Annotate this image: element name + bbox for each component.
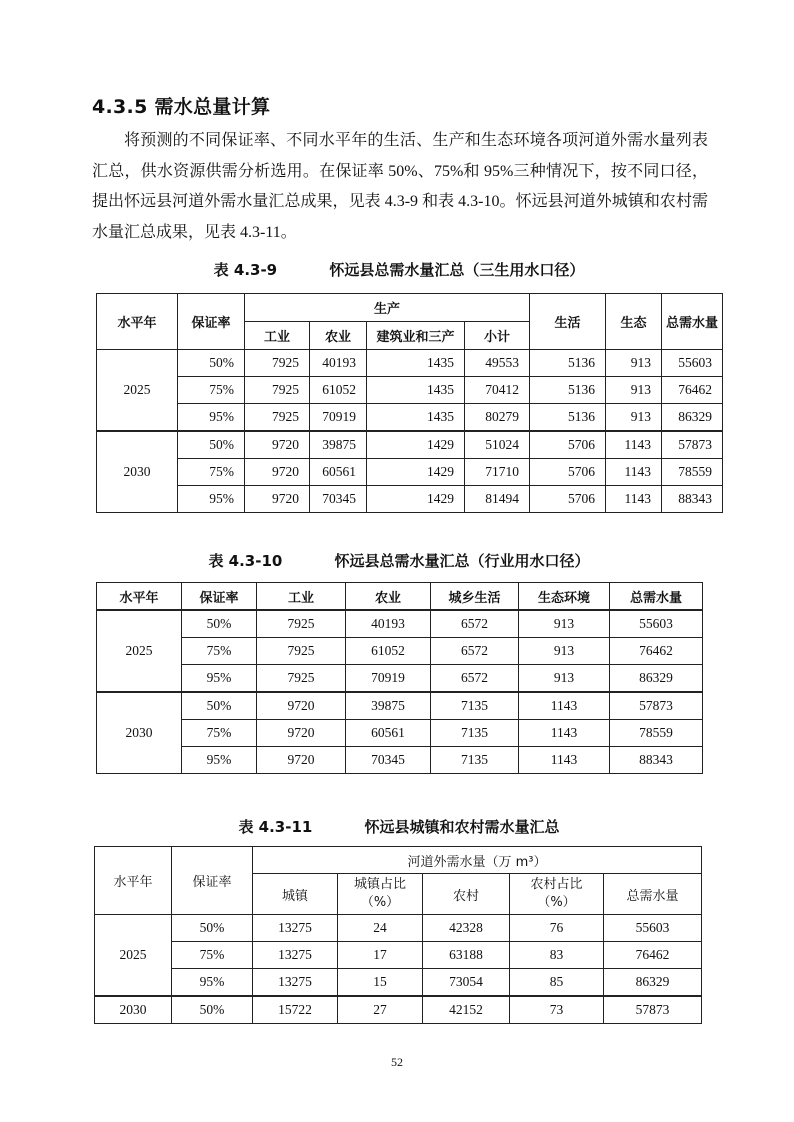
total-cell: 78559 bbox=[662, 459, 723, 486]
agriculture-cell: 60561 bbox=[346, 720, 431, 747]
table-row bbox=[97, 638, 703, 665]
urban-share-cell: 17 bbox=[338, 942, 423, 969]
table-row bbox=[97, 692, 703, 720]
ecology-cell: 913 bbox=[606, 404, 662, 432]
header-total: 总需水量 bbox=[604, 874, 702, 915]
rural-share-cell: 85 bbox=[510, 969, 604, 997]
industry-cell: 7925 bbox=[245, 404, 310, 432]
year-cell: 2030 bbox=[95, 996, 172, 1024]
rate-cell: 95% bbox=[172, 969, 253, 997]
subtotal-cell: 49553 bbox=[465, 350, 530, 377]
header-construction: 建筑业和三产 bbox=[367, 322, 465, 350]
table-row bbox=[97, 377, 723, 404]
table-row bbox=[97, 486, 723, 513]
industry-cell: 9720 bbox=[245, 486, 310, 513]
rate-cell: 50% bbox=[172, 915, 253, 942]
table-row bbox=[97, 665, 703, 693]
living-cell: 6572 bbox=[431, 638, 519, 665]
industry-cell: 9720 bbox=[257, 747, 346, 774]
industry-cell: 7925 bbox=[257, 665, 346, 693]
living-cell: 6572 bbox=[431, 665, 519, 693]
industry-cell: 7925 bbox=[257, 638, 346, 665]
total-cell: 55603 bbox=[662, 350, 723, 377]
urban-share-cell: 24 bbox=[338, 915, 423, 942]
agriculture-cell: 70345 bbox=[346, 747, 431, 774]
industry-cell: 7925 bbox=[257, 610, 346, 638]
total-cell: 55603 bbox=[610, 610, 703, 638]
living-cell: 5706 bbox=[530, 459, 606, 486]
construction-cell: 1435 bbox=[367, 404, 465, 432]
total-cell: 57873 bbox=[662, 431, 723, 459]
header-rate: 保证率 bbox=[172, 847, 253, 915]
construction-cell: 1429 bbox=[367, 486, 465, 513]
urban-cell: 13275 bbox=[253, 969, 338, 997]
agriculture-cell: 70919 bbox=[346, 665, 431, 693]
agriculture-cell: 70345 bbox=[310, 486, 367, 513]
year-cell: 2025 bbox=[97, 350, 178, 432]
table-row bbox=[95, 969, 702, 997]
header-agriculture: 农业 bbox=[310, 322, 367, 350]
total-cell: 57873 bbox=[604, 996, 702, 1024]
rate-cell: 50% bbox=[178, 431, 245, 459]
urban-cell: 13275 bbox=[253, 942, 338, 969]
urban-share-cell: 15 bbox=[338, 969, 423, 997]
total-cell: 76462 bbox=[610, 638, 703, 665]
rate-cell: 50% bbox=[172, 996, 253, 1024]
header-production: 生产 bbox=[245, 294, 530, 322]
ecology-cell: 913 bbox=[519, 665, 610, 693]
header-urban-share-unit: （%） bbox=[360, 895, 400, 910]
agriculture-cell: 60561 bbox=[310, 459, 367, 486]
industry-cell: 7925 bbox=[245, 377, 310, 404]
header-industry: 工业 bbox=[257, 583, 346, 611]
table-caption-4-3-10: 表 4.3-10 怀远县总需水量汇总（行业用水口径） bbox=[208, 552, 590, 570]
agriculture-cell: 40193 bbox=[310, 350, 367, 377]
table-row bbox=[95, 915, 702, 942]
header-subtotal: 小计 bbox=[465, 322, 530, 350]
living-cell: 7135 bbox=[431, 720, 519, 747]
subtotal-cell: 80279 bbox=[465, 404, 530, 432]
construction-cell: 1435 bbox=[367, 377, 465, 404]
header-rural-share-label: 农村占比 bbox=[530, 877, 583, 892]
rate-cell: 50% bbox=[182, 610, 257, 638]
rural-share-cell: 73 bbox=[510, 996, 604, 1024]
total-cell: 88343 bbox=[662, 486, 723, 513]
header-urban: 城镇 bbox=[253, 874, 338, 915]
header-urban-share bbox=[338, 874, 423, 915]
table-4-3-10 bbox=[96, 582, 703, 774]
header-rural-share bbox=[510, 874, 604, 915]
table-caption-4-3-9: 表 4.3-9 怀远县总需水量汇总（三生用水口径） bbox=[213, 261, 585, 279]
total-cell: 86329 bbox=[610, 665, 703, 693]
total-cell: 88343 bbox=[610, 747, 703, 774]
rate-cell: 95% bbox=[182, 665, 257, 693]
living-cell: 7135 bbox=[431, 747, 519, 774]
living-cell: 7135 bbox=[431, 692, 519, 720]
section-heading: 4.3.5 需水总量计算 bbox=[92, 96, 271, 118]
living-cell: 5706 bbox=[530, 431, 606, 459]
header-level: 水平年 bbox=[97, 294, 178, 350]
year-cell: 2030 bbox=[97, 431, 178, 513]
table-row bbox=[97, 720, 703, 747]
ecology-cell: 1143 bbox=[606, 486, 662, 513]
rate-cell: 75% bbox=[182, 720, 257, 747]
header-industry: 工业 bbox=[245, 322, 310, 350]
agriculture-cell: 61052 bbox=[310, 377, 367, 404]
rate-cell: 95% bbox=[178, 404, 245, 432]
header-living: 生活 bbox=[530, 294, 606, 350]
agriculture-cell: 40193 bbox=[346, 610, 431, 638]
total-cell: 78559 bbox=[610, 720, 703, 747]
total-cell: 86329 bbox=[662, 404, 723, 432]
agriculture-cell: 39875 bbox=[310, 431, 367, 459]
year-cell: 2025 bbox=[97, 610, 182, 692]
ecology-cell: 913 bbox=[519, 638, 610, 665]
living-cell: 5136 bbox=[530, 377, 606, 404]
industry-cell: 9720 bbox=[257, 692, 346, 720]
rate-cell: 95% bbox=[178, 486, 245, 513]
ecology-cell: 1143 bbox=[519, 692, 610, 720]
rural-cell: 42152 bbox=[423, 996, 510, 1024]
rural-cell: 63188 bbox=[423, 942, 510, 969]
total-cell: 76462 bbox=[662, 377, 723, 404]
construction-cell: 1429 bbox=[367, 459, 465, 486]
rate-cell: 75% bbox=[178, 459, 245, 486]
header-rural-share-unit: （%） bbox=[537, 895, 576, 910]
living-cell: 5136 bbox=[530, 404, 606, 432]
rural-share-cell: 83 bbox=[510, 942, 604, 969]
year-cell: 2030 bbox=[97, 692, 182, 774]
ecology-cell: 1143 bbox=[519, 720, 610, 747]
rate-cell: 75% bbox=[172, 942, 253, 969]
table-4-3-11 bbox=[94, 846, 702, 1024]
header-ecology: 生态环境 bbox=[519, 583, 610, 611]
table-caption-4-3-11: 表 4.3-11 怀远县城镇和农村需水量汇总 bbox=[238, 818, 560, 836]
header-agriculture: 农业 bbox=[346, 583, 431, 611]
table-row bbox=[97, 747, 703, 774]
header-total: 总需水量 bbox=[610, 583, 703, 611]
header-rural: 农村 bbox=[423, 874, 510, 915]
year-cell: 2025 bbox=[95, 915, 172, 997]
ecology-cell: 1143 bbox=[519, 747, 610, 774]
page-number: 52 bbox=[391, 1055, 403, 1069]
header-level: 水平年 bbox=[95, 847, 172, 915]
header-rate: 保证率 bbox=[178, 294, 245, 350]
body-paragraph: 将预测的不同保证率、不同水平年的生活、生产和生态环境各项河道外需水量列表汇总，供水资源供需分析选用。在保证率 50%、75%和 95%三种情况下，按不同口径，提出怀远县河道外需水量汇总成果，见表 4.3-9 和表 4.3-10。怀远县河道外城镇和农村需水量汇总成果，见表 4.3-11。 bbox=[92, 132, 708, 241]
rural-share-cell: 76 bbox=[510, 915, 604, 942]
rural-cell: 42328 bbox=[423, 915, 510, 942]
rate-cell: 95% bbox=[182, 747, 257, 774]
industry-cell: 7925 bbox=[245, 350, 310, 377]
subtotal-cell: 71710 bbox=[465, 459, 530, 486]
total-cell: 57873 bbox=[610, 692, 703, 720]
total-cell: 76462 bbox=[604, 942, 702, 969]
header-level: 水平年 bbox=[97, 583, 182, 611]
construction-cell: 1435 bbox=[367, 350, 465, 377]
header-rate: 保证率 bbox=[182, 583, 257, 611]
table-row bbox=[95, 996, 702, 1024]
header-total: 总需水量 bbox=[662, 294, 723, 350]
total-cell: 86329 bbox=[604, 969, 702, 997]
rate-cell: 50% bbox=[182, 692, 257, 720]
living-cell: 5136 bbox=[530, 350, 606, 377]
urban-share-cell: 27 bbox=[338, 996, 423, 1024]
subtotal-cell: 51024 bbox=[465, 431, 530, 459]
subtotal-cell: 81494 bbox=[465, 486, 530, 513]
rate-cell: 75% bbox=[182, 638, 257, 665]
industry-cell: 9720 bbox=[245, 431, 310, 459]
header-group: 河道外需水量（万 m³） bbox=[253, 847, 702, 874]
table-row bbox=[95, 942, 702, 969]
total-cell: 55603 bbox=[604, 915, 702, 942]
ecology-cell: 913 bbox=[606, 350, 662, 377]
table-row bbox=[97, 404, 723, 432]
agriculture-cell: 39875 bbox=[346, 692, 431, 720]
agriculture-cell: 61052 bbox=[346, 638, 431, 665]
rate-cell: 50% bbox=[178, 350, 245, 377]
table-row bbox=[97, 459, 723, 486]
header-living: 城乡生活 bbox=[431, 583, 519, 611]
ecology-cell: 913 bbox=[519, 610, 610, 638]
ecology-cell: 1143 bbox=[606, 459, 662, 486]
construction-cell: 1429 bbox=[367, 431, 465, 459]
agriculture-cell: 70919 bbox=[310, 404, 367, 432]
urban-cell: 13275 bbox=[253, 915, 338, 942]
table-row bbox=[97, 350, 723, 377]
subtotal-cell: 70412 bbox=[465, 377, 530, 404]
header-ecology: 生态 bbox=[606, 294, 662, 350]
table-row bbox=[97, 431, 723, 459]
table-4-3-9 bbox=[96, 293, 723, 513]
ecology-cell: 1143 bbox=[606, 431, 662, 459]
industry-cell: 9720 bbox=[257, 720, 346, 747]
living-cell: 5706 bbox=[530, 486, 606, 513]
industry-cell: 9720 bbox=[245, 459, 310, 486]
urban-cell: 15722 bbox=[253, 996, 338, 1024]
ecology-cell: 913 bbox=[606, 377, 662, 404]
living-cell: 6572 bbox=[431, 610, 519, 638]
table-row bbox=[97, 610, 703, 638]
rate-cell: 75% bbox=[178, 377, 245, 404]
rural-cell: 73054 bbox=[423, 969, 510, 997]
header-urban-share-label: 城镇占比 bbox=[353, 877, 406, 892]
